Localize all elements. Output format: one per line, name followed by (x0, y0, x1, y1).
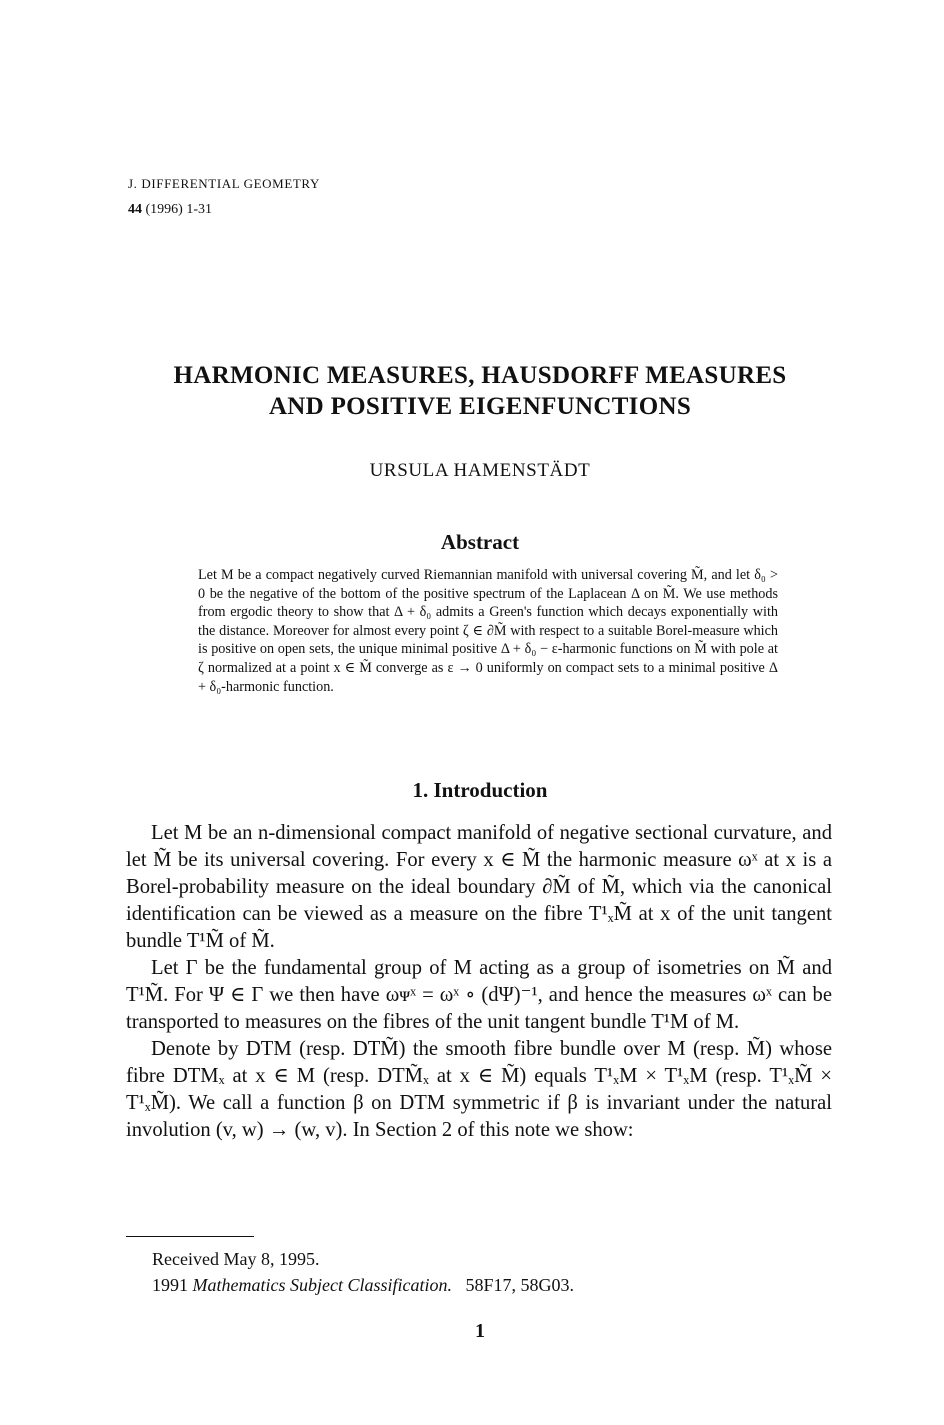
journal-name: J. DIFFERENTIAL GEOMETRY (128, 176, 320, 191)
abstract-heading: Abstract (440, 530, 520, 554)
msc-year: 1991 (152, 1275, 188, 1295)
section-heading: 1. Introduction (412, 778, 548, 802)
footnote-rule (126, 1236, 254, 1237)
issue-info (128, 202, 212, 218)
paragraph-3: Denote by DTM (resp. DTM̃) the smooth fibre bundle over M (resp. M̃) whose fibre DTMₓ at x ∈ M (resp. DTM̃ₓ at x ∈ M̃) equals T¹ₓM × T¹ₓM (resp. T¹ₓM̃ × T¹ₓM̃). We call a function β on DTM symmetric if β is invariant under the natural involution (v, w) → (w, v). In Section 2 of this note we show: (126, 1038, 832, 1141)
title-line-1: HARMONIC MEASURES, HAUSDORFF MEASURES (173, 362, 787, 389)
paragraph-2: Let Γ be the fundamental group of M acting as a group of isometries on M̃ and T¹M̃. For Ψ ∈ Γ we then have ωᴪˣ = ωˣ ∘ (dΨ)⁻¹, and hence the measures ωˣ can be transported to measures on the fibres of the unit tangent bundle T¹M of M. (126, 957, 832, 1033)
msc-codes: 58F17, 58G03. (465, 1275, 574, 1295)
page-number: 1 (475, 1320, 485, 1342)
author-name: URSULA HAMENSTÄDT (369, 460, 591, 481)
year-pages: (1996) 1-31 (145, 202, 212, 217)
received-date: Received May 8, 1995. (152, 1249, 320, 1269)
paragraph-1: Let M be an n-dimensional compact manifold of negative sectional curvature, and let M̃ be its universal covering. For every x ∈ M̃ the harmonic measure ωˣ at x is a Borel-probability measure on the ideal boundary ∂M̃ of M̃, which via the canonical identification can be viewed as a measure on the fibre T¹ₓM̃ at x of the unit tangent bundle T¹M̃ of M̃. (126, 822, 832, 952)
msc-line (152, 1272, 574, 1298)
volume-number: 44 (128, 202, 142, 217)
msc-label: Mathematics Subject Classification. (192, 1275, 452, 1295)
section-body (126, 820, 832, 1144)
title-line-2: AND POSITIVE EIGENFUNCTIONS (268, 393, 692, 420)
abstract-text: Let M be a compact negatively curved Riemannian manifold with universal covering M̃, and let δ₀ > 0 be the negative of the bottom of the positive spectrum of the Laplacean Δ on M̃. We use methods from ergodic theory to show that Δ + δ₀ admits a Green's function which decays exponentially with the distance. Moreover for almost every point ζ ∈ ∂M̃ with respect to a suitable Borel-measure which is positive on open sets, the unique minimal positive Δ + δ₀ − ε-harmonic functions on M̃ with pole at ζ normalized at a point x ∈ M̃ converge as ε → 0 uniformly on compact sets to a minimal positive Δ + δ₀-harmonic function. (198, 567, 778, 695)
footnotes (152, 1246, 574, 1298)
paper-title (100, 360, 860, 422)
